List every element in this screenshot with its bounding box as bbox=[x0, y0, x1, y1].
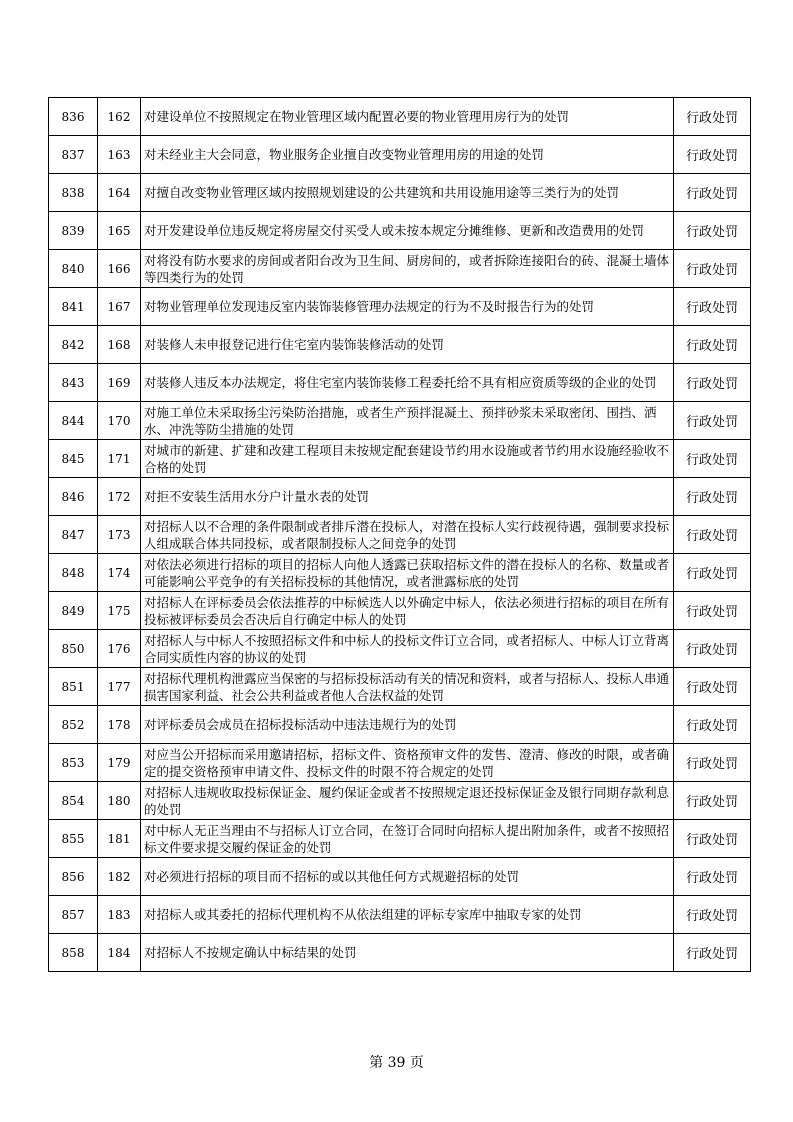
table-row bbox=[49, 364, 751, 402]
row-item-number: 182 bbox=[98, 858, 141, 896]
row-power-type: 行政处罚 bbox=[674, 858, 751, 896]
row-item-name: 对招标代理机构泄露应当保密的与招标投标活动有关的情况和资料，或者与招标人、投标人串通损害国家利益、社会公共利益或者他人合法权益的处罚 bbox=[141, 668, 674, 706]
table-row bbox=[49, 250, 751, 288]
row-item-name: 对招标人违规收取投标保证金、履约保证金或者不按照规定退还投标保证金及银行同期存款利息的处罚 bbox=[141, 782, 674, 820]
table-row bbox=[49, 858, 751, 896]
row-item-number: 184 bbox=[98, 934, 141, 972]
row-item-name: 对城市的新建、扩建和改建工程项目未按规定配套建设节约用水设施或者节约用水设施经验收不合格的处罚 bbox=[141, 440, 674, 478]
table-row bbox=[49, 668, 751, 706]
row-power-type: 行政处罚 bbox=[674, 98, 751, 136]
table-row bbox=[49, 744, 751, 782]
table-row bbox=[49, 782, 751, 820]
row-serial-number: 838 bbox=[49, 174, 98, 212]
row-serial-number: 858 bbox=[49, 934, 98, 972]
row-serial-number: 857 bbox=[49, 896, 98, 934]
row-item-name: 对物业管理单位发现违反室内装饰装修管理办法规定的行为不及时报告行为的处罚 bbox=[141, 288, 674, 326]
row-serial-number: 849 bbox=[49, 592, 98, 630]
row-serial-number: 846 bbox=[49, 478, 98, 516]
row-power-type: 行政处罚 bbox=[674, 782, 751, 820]
row-serial-number: 853 bbox=[49, 744, 98, 782]
row-power-type: 行政处罚 bbox=[674, 592, 751, 630]
row-item-name: 对中标人无正当理由不与招标人订立合同，在签订合同时向招标人提出附加条件，或者不按照招标文件要求提交履约保证金的处罚 bbox=[141, 820, 674, 858]
row-power-type: 行政处罚 bbox=[674, 706, 751, 744]
table-row bbox=[49, 326, 751, 364]
row-item-number: 171 bbox=[98, 440, 141, 478]
row-serial-number: 850 bbox=[49, 630, 98, 668]
row-item-name: 对招标人或其委托的招标代理机构不从依法组建的评标专家库中抽取专家的处罚 bbox=[141, 896, 674, 934]
row-item-number: 170 bbox=[98, 402, 141, 440]
row-item-number: 176 bbox=[98, 630, 141, 668]
row-item-number: 174 bbox=[98, 554, 141, 592]
row-power-type: 行政处罚 bbox=[674, 630, 751, 668]
row-item-name: 对必须进行招标的项目而不招标的或以其他任何方式规避招标的处罚 bbox=[141, 858, 674, 896]
power-list-table bbox=[48, 97, 751, 972]
table-row bbox=[49, 820, 751, 858]
table-row bbox=[49, 98, 751, 136]
table-row bbox=[49, 592, 751, 630]
table-row bbox=[49, 706, 751, 744]
row-power-type: 行政处罚 bbox=[674, 896, 751, 934]
row-power-type: 行政处罚 bbox=[674, 364, 751, 402]
row-item-number: 166 bbox=[98, 250, 141, 288]
row-power-type: 行政处罚 bbox=[674, 668, 751, 706]
row-item-name: 对装修人未申报登记进行住宅室内装饰装修活动的处罚 bbox=[141, 326, 674, 364]
row-item-number: 172 bbox=[98, 478, 141, 516]
row-item-name: 对应当公开招标而采用邀请招标，招标文件、资格预审文件的发售、澄清、修改的时限，或者确定的提交资格预审申请文件、投标文件的时限不符合规定的处罚 bbox=[141, 744, 674, 782]
row-power-type: 行政处罚 bbox=[674, 136, 751, 174]
row-power-type: 行政处罚 bbox=[674, 288, 751, 326]
table-row bbox=[49, 478, 751, 516]
row-serial-number: 842 bbox=[49, 326, 98, 364]
row-item-name: 对招标人以不合理的条件限制或者排斥潜在投标人，对潜在投标人实行歧视待遇，强制要求投标人组成联合体共同投标，或者限制投标人之间竞争的处罚 bbox=[141, 516, 674, 554]
row-power-type: 行政处罚 bbox=[674, 212, 751, 250]
row-item-name: 对施工单位未采取扬尘污染防治措施，或者生产预拌混凝土、预拌砂浆未采取密闭、围挡、洒水、冲洗等防尘措施的处罚 bbox=[141, 402, 674, 440]
row-serial-number: 844 bbox=[49, 402, 98, 440]
table-row bbox=[49, 174, 751, 212]
row-serial-number: 848 bbox=[49, 554, 98, 592]
row-power-type: 行政处罚 bbox=[674, 440, 751, 478]
row-serial-number: 836 bbox=[49, 98, 98, 136]
row-item-name: 对建设单位不按照规定在物业管理区域内配置必要的物业管理用房行为的处罚 bbox=[141, 98, 674, 136]
row-power-type: 行政处罚 bbox=[674, 326, 751, 364]
row-item-number: 162 bbox=[98, 98, 141, 136]
table-row bbox=[49, 554, 751, 592]
row-power-type: 行政处罚 bbox=[674, 478, 751, 516]
row-serial-number: 843 bbox=[49, 364, 98, 402]
table-row bbox=[49, 288, 751, 326]
row-power-type: 行政处罚 bbox=[674, 174, 751, 212]
row-power-type: 行政处罚 bbox=[674, 250, 751, 288]
row-item-name: 对未经业主大会同意，物业服务企业擅自改变物业管理用房的用途的处罚 bbox=[141, 136, 674, 174]
row-item-name: 对装修人违反本办法规定，将住宅室内装饰装修工程委托给不具有相应资质等级的企业的处罚 bbox=[141, 364, 674, 402]
row-item-number: 173 bbox=[98, 516, 141, 554]
row-item-name: 对开发建设单位违反规定将房屋交付买受人或未按本规定分摊维修、更新和改造费用的处罚 bbox=[141, 212, 674, 250]
row-serial-number: 837 bbox=[49, 136, 98, 174]
table-row bbox=[49, 402, 751, 440]
row-power-type: 行政处罚 bbox=[674, 402, 751, 440]
row-serial-number: 841 bbox=[49, 288, 98, 326]
table-row bbox=[49, 896, 751, 934]
row-power-type: 行政处罚 bbox=[674, 554, 751, 592]
table-row bbox=[49, 136, 751, 174]
page-number: 第 39 页 bbox=[369, 1055, 424, 1071]
row-serial-number: 839 bbox=[49, 212, 98, 250]
row-item-number: 175 bbox=[98, 592, 141, 630]
row-item-name: 对招标人在评标委员会依法推荐的中标候选人以外确定中标人，依法必须进行招标的项目在所有投标被评标委员会否决后自行确定中标人的处罚 bbox=[141, 592, 674, 630]
row-item-number: 167 bbox=[98, 288, 141, 326]
table-row bbox=[49, 440, 751, 478]
table-row bbox=[49, 516, 751, 554]
row-item-number: 179 bbox=[98, 744, 141, 782]
row-serial-number: 856 bbox=[49, 858, 98, 896]
row-serial-number: 840 bbox=[49, 250, 98, 288]
row-item-number: 163 bbox=[98, 136, 141, 174]
table-row bbox=[49, 934, 751, 972]
row-serial-number: 852 bbox=[49, 706, 98, 744]
row-serial-number: 855 bbox=[49, 820, 98, 858]
row-serial-number: 854 bbox=[49, 782, 98, 820]
row-item-name: 对拒不安装生活用水分户计量水表的处罚 bbox=[141, 478, 674, 516]
table-body bbox=[49, 98, 751, 972]
table-row bbox=[49, 212, 751, 250]
row-item-name: 对招标人与中标人不按照招标文件和中标人的投标文件订立合同，或者招标人、中标人订立背离合同实质性内容的协议的处罚 bbox=[141, 630, 674, 668]
row-power-type: 行政处罚 bbox=[674, 934, 751, 972]
row-item-name: 对评标委员会成员在招标投标活动中违法违规行为的处罚 bbox=[141, 706, 674, 744]
row-item-number: 177 bbox=[98, 668, 141, 706]
row-item-name: 对擅自改变物业管理区域内按照规划建设的公共建筑和共用设施用途等三类行为的处罚 bbox=[141, 174, 674, 212]
row-serial-number: 851 bbox=[49, 668, 98, 706]
row-item-number: 180 bbox=[98, 782, 141, 820]
row-power-type: 行政处罚 bbox=[674, 744, 751, 782]
row-power-type: 行政处罚 bbox=[674, 820, 751, 858]
row-item-name: 对依法必须进行招标的项目的招标人向他人透露已获取招标文件的潜在投标人的名称、数量或者可能影响公平竞争的有关招标投标的其他情况，或者泄露标底的处罚 bbox=[141, 554, 674, 592]
row-serial-number: 847 bbox=[49, 516, 98, 554]
row-item-number: 183 bbox=[98, 896, 141, 934]
row-item-number: 178 bbox=[98, 706, 141, 744]
row-power-type: 行政处罚 bbox=[674, 516, 751, 554]
row-item-name: 对招标人不按规定确认中标结果的处罚 bbox=[141, 934, 674, 972]
row-item-number: 165 bbox=[98, 212, 141, 250]
row-serial-number: 845 bbox=[49, 440, 98, 478]
row-item-number: 169 bbox=[98, 364, 141, 402]
row-item-name: 对将没有防水要求的房间或者阳台改为卫生间、厨房间的，或者拆除连接阳台的砖、混凝土墙体等四类行为的处罚 bbox=[141, 250, 674, 288]
row-item-number: 168 bbox=[98, 326, 141, 364]
row-item-number: 181 bbox=[98, 820, 141, 858]
table-row bbox=[49, 630, 751, 668]
row-item-number: 164 bbox=[98, 174, 141, 212]
